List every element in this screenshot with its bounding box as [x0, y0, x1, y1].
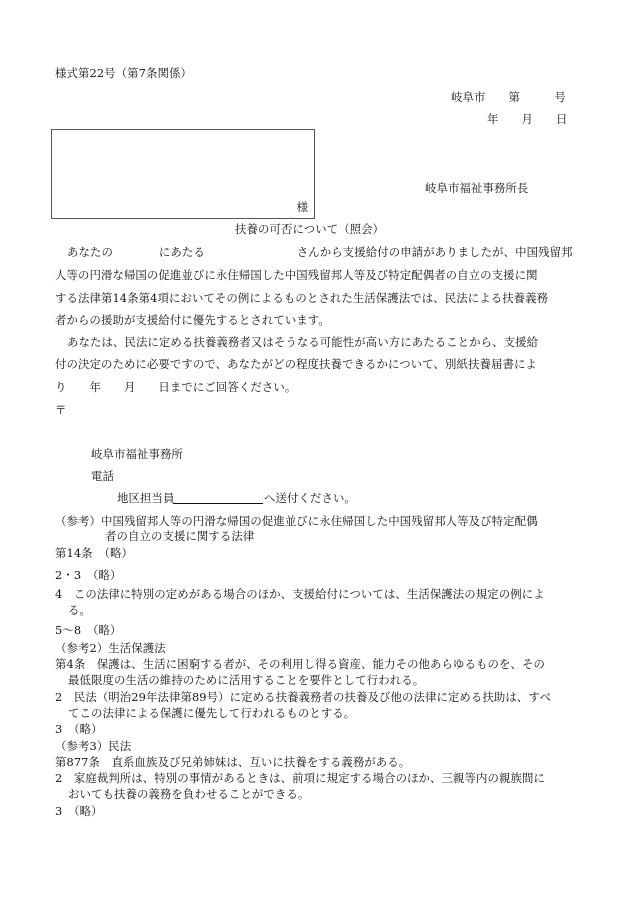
body-line: あなたは、民法に定める扶養義務者又はそうなる可能性が高い方にあたることから、支援給 — [67, 335, 539, 349]
addressee-box — [51, 129, 315, 219]
reference-line: 第14条 （略） — [55, 546, 133, 560]
phone-label: 電話 — [91, 469, 114, 483]
body-line: 人等の円滑な帰国の促進並びに永住帰国した中国残留邦人等及び特定配偶者の自立の支援に関 — [55, 268, 538, 282]
reference-line: （参考2）生活保護法 — [55, 641, 166, 655]
reference-line: 5〜8 （略） — [55, 623, 122, 637]
body-line: 付の決定のために必要ですので、あなたがどの程度扶養できるかについて、別紙扶養届書によ — [55, 357, 537, 371]
body-line: 者からの援助が支援給付に優先するとされています。 — [55, 313, 330, 327]
issue-date: 年 月 日 — [487, 112, 568, 126]
reference-line: 最低限度の生活の維持のために活用することを要件として行われる。 — [68, 673, 425, 687]
page-title: 扶養の可否について（照会） — [235, 222, 385, 236]
reference-line: （参考）中国残留邦人等の円滑な帰国の促進並びに永住帰国した中国残留邦人等及び特定配偶 — [55, 514, 538, 528]
staff-name-underline — [173, 503, 263, 504]
reference-line: おいても扶養の義務を負わせることができる。 — [68, 787, 310, 801]
form-label: 様式第22号（第7条関係） — [55, 66, 192, 80]
body-line: り 年 月 日までにご回答ください。 — [55, 380, 297, 394]
postal-mark: 〒 — [55, 403, 67, 417]
reference-line: てこの法律による保護に優先して行われるものとする。 — [68, 706, 356, 720]
reference-line: （参考3）民法 — [55, 739, 132, 753]
reference-line: 2・3 （略） — [55, 568, 122, 582]
staff-suffix: へ送付ください。 — [264, 491, 356, 505]
reference-line: 3 （略） — [55, 722, 103, 736]
issuer-number: 岐阜市 第 号 — [451, 90, 566, 104]
reference-line: る。 — [68, 603, 91, 617]
body-line: あなたの にあたる さんから支援給付の申請がありましたが、中国残留邦 — [67, 245, 573, 259]
reference-line: 2 民法（明治29年法律第89号）に定める扶養義務者の扶養及び他の法律に定める扶助は、すべ — [55, 690, 552, 704]
body-line: する法律第14条第4項においてその例によるものとされた生活保護法では、民法による扶養義務 — [55, 291, 549, 305]
reference-line: 2 家庭裁判所は、特別の事情があるときは、前項に規定する場合のほか、三親等内の親族間に — [55, 771, 545, 785]
reference-line: 4 この法律に特別の定めがある場合のほか、支援給付については、生活保護法の規定の例によ — [55, 587, 545, 601]
reference-line: 第877条 直系血族及び兄弟姉妹は、互いに扶養をする義務がある。 — [55, 755, 411, 769]
reference-line: 者の自立の支援に関する法律 — [105, 529, 255, 543]
reference-line: 3 （略） — [55, 804, 103, 818]
office-name: 岐阜市福祉事務所 — [91, 447, 183, 461]
sender: 岐阜市福祉事務所長 — [425, 181, 529, 195]
reference-line: 第4条 保護は、生活に困窮する者が、その利用し得る資産、能力その他あらゆるものを、その — [55, 657, 545, 671]
honorific: 様 — [296, 200, 308, 214]
staff-label: 地区担当員 — [117, 491, 175, 505]
